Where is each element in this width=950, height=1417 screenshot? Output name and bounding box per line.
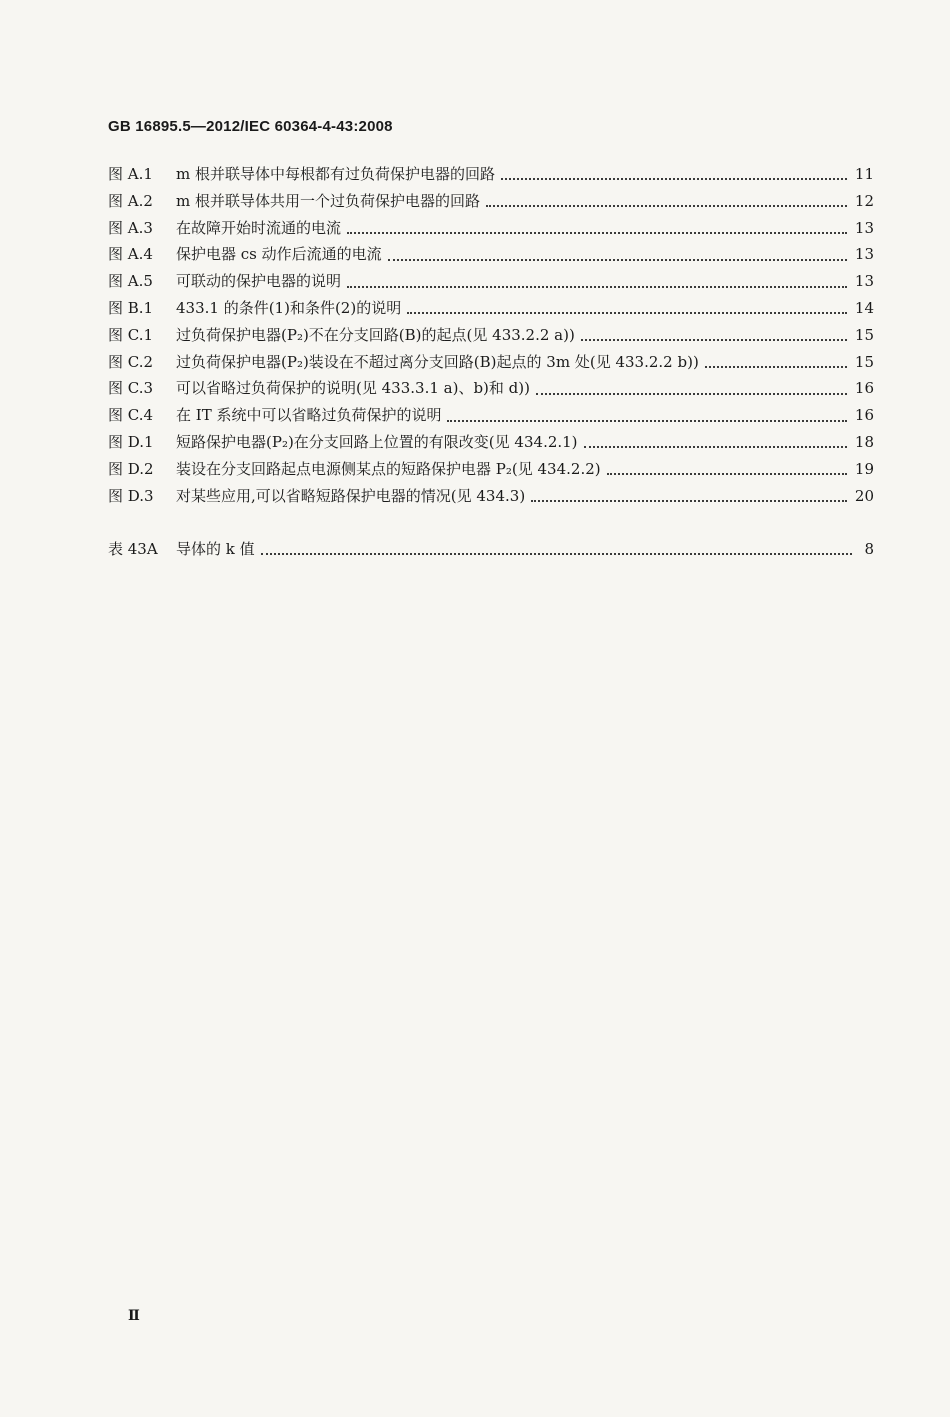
entry-label: 图 A.1 [108, 165, 153, 183]
entry-label: 图 A.3 [108, 218, 153, 237]
leader-dots [486, 205, 847, 207]
leader-dots [584, 446, 847, 448]
entry-page: 13 [854, 245, 874, 264]
entry-label: 图 A.5 [108, 272, 153, 291]
entry-label: 图 A.4 [108, 245, 153, 264]
entry-label: 图 A.2 [108, 191, 153, 210]
entry-title: m 根并联导体共用一个过负荷保护电器的回路 [176, 191, 480, 210]
entry-title: 在 IT 系统中可以省略过负荷保护的说明 [176, 406, 442, 425]
table-list [108, 538, 874, 565]
entry-title: 433.1 的条件(1)和条件(2)的说明 [176, 298, 402, 317]
figure-list [108, 163, 874, 511]
page-number: Ⅱ [128, 1308, 140, 1324]
entry-title: 装设在分支回路起点电源侧某点的短路保护电器 P₂(见 434.2.2) [176, 459, 601, 478]
leader-dots [581, 339, 847, 341]
toc-entry[interactable] [108, 458, 874, 485]
entry-label: 图 D.2 [108, 459, 154, 478]
leader-dots [407, 312, 847, 314]
toc-entry[interactable] [108, 485, 874, 512]
leader-dots [501, 178, 847, 180]
entry-label: 图 C.4 [108, 406, 154, 425]
entry-label: 图 C.2 [108, 352, 154, 371]
toc-entry[interactable] [108, 243, 874, 270]
leader-dots [536, 393, 847, 395]
entry-page: 14 [854, 298, 874, 317]
leader-dots [447, 420, 846, 422]
toc-entry[interactable] [108, 270, 874, 297]
standard-header: GB 16895.5—2012/IEC 60364-4-43:2008 [108, 118, 393, 135]
entry-title: 可联动的保护电器的说明 [176, 272, 342, 291]
entry-title: 对某些应用,可以省略短路保护电器的情况(见 434.3) [176, 486, 526, 505]
entry-page: 15 [854, 352, 874, 371]
entry-label: 表 43A [108, 540, 158, 558]
entry-label: 图 C.1 [108, 325, 154, 344]
entry-label: 图 B.1 [108, 298, 154, 317]
entry-page: 13 [854, 218, 874, 237]
leader-dots [388, 259, 847, 261]
toc-entry[interactable] [108, 404, 874, 431]
leader-dots [607, 473, 847, 475]
entry-page: 11 [854, 165, 874, 183]
entry-title: 过负荷保护电器(P₂)装设在不超过离分支回路(B)起点的 3m 处(见 433.2.2 b)) [176, 352, 699, 371]
entry-title: 可以省略过负荷保护的说明(见 433.3.1 a)、b)和 d)) [176, 379, 530, 398]
leader-dots [347, 232, 847, 234]
entry-title: 过负荷保护电器(P₂)不在分支回路(B)的起点(见 433.2.2 a)) [176, 325, 575, 344]
entry-page: 13 [854, 272, 874, 291]
entry-title: 在故障开始时流通的电流 [176, 218, 342, 237]
entry-page: 8 [864, 540, 874, 558]
toc-entry[interactable] [108, 377, 874, 404]
toc-entry[interactable] [108, 431, 874, 458]
entry-page: 16 [854, 379, 874, 398]
toc-entry[interactable] [108, 538, 874, 565]
entry-title: 保护电器 cs 动作后流通的电流 [176, 245, 382, 264]
leader-dots [347, 286, 847, 288]
toc-entry[interactable] [108, 324, 874, 351]
leader-dots [261, 553, 852, 555]
toc-entry[interactable] [108, 351, 874, 378]
entry-title: 导体的 k 值 [176, 540, 255, 558]
entry-title: m 根并联导体中每根都有过负荷保护电器的回路 [176, 165, 495, 183]
toc-entry[interactable] [108, 163, 874, 190]
toc-entry[interactable] [108, 190, 874, 217]
entry-page: 20 [854, 486, 874, 505]
entry-page: 19 [854, 459, 874, 478]
leader-dots [531, 500, 847, 502]
leader-dots [705, 366, 847, 368]
toc-entry[interactable] [108, 217, 874, 244]
entry-page: 12 [854, 191, 874, 210]
entry-page: 16 [854, 406, 874, 425]
entry-page: 15 [854, 325, 874, 344]
entry-title: 短路保护电器(P₂)在分支回路上位置的有限改变(见 434.2.1) [176, 432, 578, 451]
entry-page: 18 [854, 432, 874, 451]
entry-label: 图 D.1 [108, 432, 154, 451]
entry-label: 图 D.3 [108, 486, 154, 505]
toc-entry[interactable] [108, 297, 874, 324]
entry-label: 图 C.3 [108, 379, 154, 398]
